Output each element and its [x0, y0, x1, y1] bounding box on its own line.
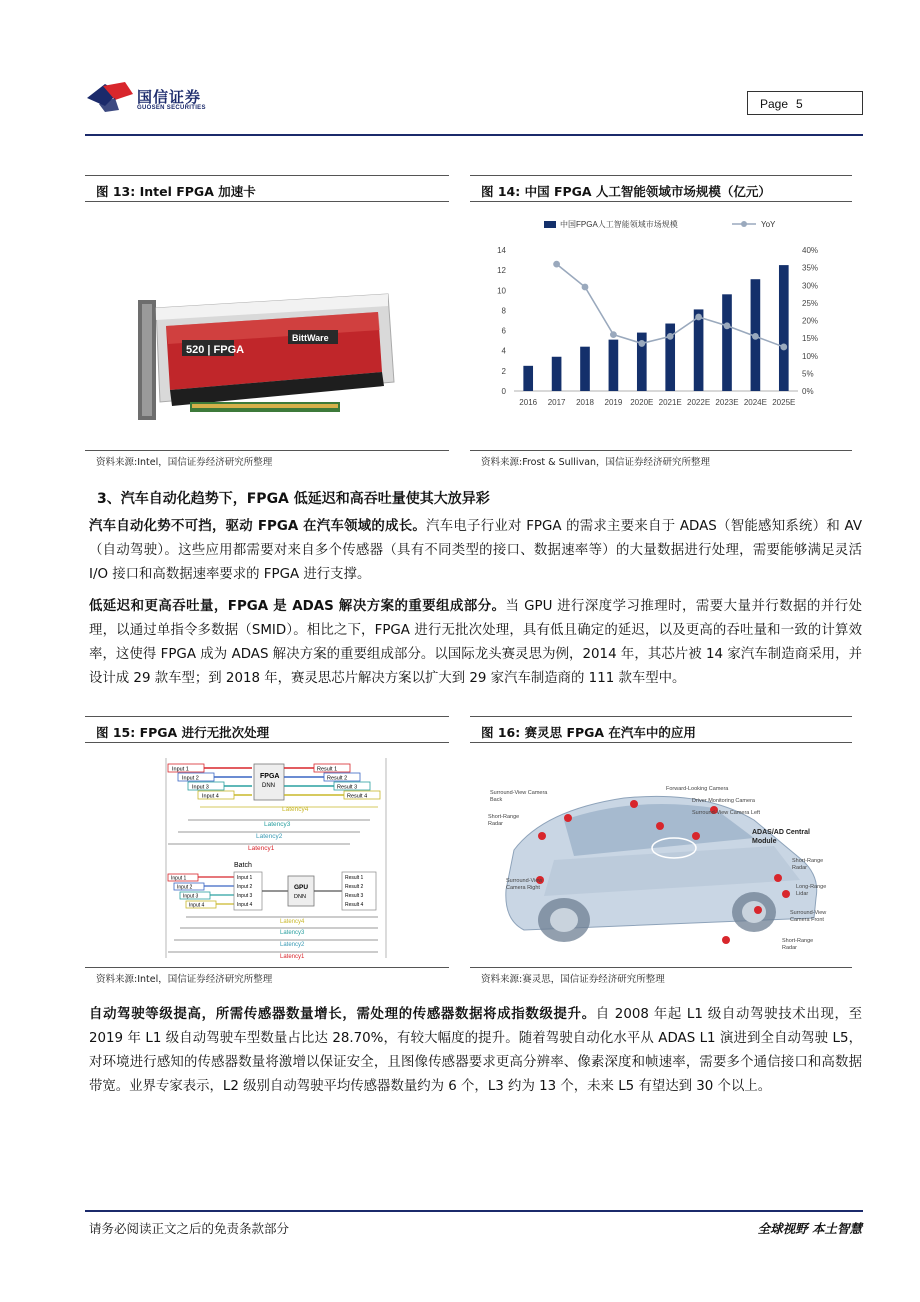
gpu-result-1: Result 1 [345, 875, 364, 881]
x-tick-label: 2023E [715, 398, 739, 407]
bar-2017 [552, 357, 562, 391]
fig13-source: 资料来源:Intel，国信证券经济研究所整理 [85, 450, 449, 464]
yoy-point [582, 284, 589, 291]
y-right-tick-label: 5% [802, 369, 814, 379]
card-label-right: BittWare [292, 333, 329, 343]
x-tick-label: 2021E [658, 398, 682, 407]
gpu-batch-input-4: Input 4 [237, 902, 253, 908]
fig14-chart [480, 210, 850, 440]
gpu-batch-input-2: Input 2 [237, 884, 253, 890]
fig13-fpga-card-image [130, 290, 420, 440]
fig15-title: 图 15: FPGA 进行无批次处理 [85, 716, 449, 743]
fpga-result-1: Result 1 [317, 766, 338, 773]
fpga-latency-3: Latency3 [264, 821, 291, 828]
label-driver-monitor: Driver Monitoring Camera [692, 798, 755, 804]
paragraph-1-lead: 汽车自动化势不可挡，驱动 FPGA 在汽车领域的成长。 [89, 519, 427, 534]
paragraph-1 [89, 515, 862, 587]
x-tick-label: 2017 [547, 398, 566, 407]
footer-slogan: 全球视野 本土智慧 [757, 1221, 862, 1236]
page-label: Page [760, 97, 789, 111]
yoy-point [752, 333, 759, 340]
gpu-input-4: Input 4 [189, 902, 205, 909]
x-tick-label: 2025E [772, 398, 796, 407]
y-right-tick-label: 10% [802, 351, 819, 361]
label-surround-back: Surround-View Camera Back [490, 790, 548, 803]
card-label-left: 520 | FPGA [186, 344, 245, 356]
legend-line-label: YoY [761, 220, 776, 229]
fpga-input-3: Input 3 [192, 784, 209, 791]
y-right-tick-label: 15% [802, 334, 819, 344]
company-logo [85, 80, 225, 120]
bar-2018 [580, 347, 590, 391]
yoy-point [610, 331, 617, 338]
bar-2019 [609, 340, 619, 391]
y-left-tick-label: 8 [501, 306, 506, 316]
paragraph-3-body: 自 2008 年起 L1 级自动驾驶技术出现，至 2019 年 L1 级自动驾驶车型数量占比达 28.70%，有较大幅度的提升。随着驾驶自动化水平从 ADAS L1 演进到全自动驾驶 L5，对环境进行感知的传感器数量将激增以保证安全，且图像传感器要求更高分辨率、像素深度和帧速率，需要多个通信接口和高数据带宽。业界专家表示，L2 级别自动驾驶平均传感器数量约为 6 个，L3 约为 13 个，未来 L5 有望达到 30 个以上。 [89, 1007, 863, 1094]
fig15-source: 资料来源:Intel，国信证券经济研究所整理 [85, 967, 449, 981]
paragraph-2-body: 当 GPU 进行深度学习推理时，需要大量并行数据的并行处理，以通过单指令多数据（SMID）。相比之下，FPGA 进行无批次处理，具有低且确定的延迟，以及更高的吞吐量和一致的计算效率，这使得 FPGA 成为 ADAS 解决方案的重要组成部分。以国际龙头赛灵思为例，2014 年，其芯片被 14 家汽车制造商采用，并设计成 29 款车型；到 2018 年，赛灵思芯片解决方案以扩大到 29 家汽车制造商的 111 款车型中。 [89, 599, 862, 686]
label-long-range-lidar: Long-Range Lidar [796, 884, 827, 897]
gpu-latency-2: Latency2 [280, 942, 305, 948]
x-tick-label: 2022E [687, 398, 711, 407]
yoy-point [780, 344, 787, 351]
y-left-tick-label: 4 [501, 346, 506, 356]
fpga-result-2: Result 2 [327, 775, 348, 782]
fpga-result-4: Result 4 [347, 793, 368, 800]
page-header [85, 80, 863, 136]
bar-2016 [523, 366, 533, 391]
footer-disclaimer: 请务必阅读正文之后的免责条款部分 [89, 1221, 290, 1236]
fig14-source: 资料来源:Frost & Sullivan，国信证券经济研究所整理 [470, 450, 852, 464]
fpga-input-1: Input 1 [172, 766, 189, 773]
label-short-range-front: Short-Range Radar [782, 938, 814, 951]
paragraph-3-lead: 自动驾驶等级提高，所需传感器数量增长，需处理的传感器数据将成指数级提升。 [89, 1007, 596, 1022]
y-left-tick-label: 2 [501, 366, 506, 376]
yoy-point [553, 261, 560, 268]
fig13-title: 图 13: Intel FPGA 加速卡 [85, 175, 449, 202]
guosen-logo-icon [85, 80, 135, 114]
x-tick-label: 2024E [743, 398, 767, 407]
yoy-point [724, 322, 731, 329]
gpu-latency-1: Latency1 [280, 954, 305, 960]
gpu-latency-4: Latency4 [280, 919, 305, 925]
gpu-batch-input-3: Input 3 [237, 893, 253, 899]
footer-divider [85, 1210, 863, 1212]
legend-bar-label: 中国FPGA人工智能领域市场规模 [560, 220, 678, 229]
paragraph-2-lead: 低延迟和更高吞吐量，FPGA 是 ADAS 解决方案的重要组成部分。 [89, 599, 506, 614]
fpga-latency-4: Latency4 [282, 806, 309, 813]
x-tick-label: 2016 [519, 398, 538, 407]
label-forward-camera: Forward-Looking Camera [666, 786, 729, 792]
gpu-input-3: Input 3 [183, 893, 199, 900]
label-surround-front: Surround-View Camera Front [790, 910, 827, 923]
y-left-tick-label: 10 [497, 286, 506, 296]
yoy-point [667, 333, 674, 340]
section-3-heading: 3、汽车自动化趋势下，FPGA 低延迟和高吞吐量使其大放异彩 [97, 491, 490, 507]
y-right-tick-label: 35% [802, 263, 819, 273]
y-right-tick-label: 25% [802, 298, 819, 308]
label-adas-module: ADAS/AD Central Module [752, 829, 810, 845]
x-tick-label: 2018 [576, 398, 594, 407]
y-left-tick-label: 6 [501, 326, 506, 336]
fpga-latency-2: Latency2 [256, 833, 283, 840]
fig14-title: 图 14: 中国 FPGA 人工智能领域市场规模（亿元） [470, 175, 852, 202]
gpu-dnn-label: DNN [294, 894, 306, 900]
label-short-range-left: Short-Range Radar [488, 814, 520, 827]
paragraph-2 [89, 595, 862, 691]
gpu-result-4: Result 4 [345, 902, 364, 908]
y-right-tick-label: 30% [802, 281, 819, 291]
fig16-callouts [470, 780, 852, 960]
fpga-input-4: Input 4 [202, 793, 219, 800]
gpu-box-label: GPU [294, 884, 309, 891]
market-size-chart [480, 210, 850, 440]
logo-english-name: GUOSEN SECURITIES [137, 105, 206, 111]
paragraph-3 [89, 1003, 862, 1099]
page-indicator [747, 91, 863, 115]
fpga-input-2: Input 2 [182, 775, 199, 782]
gpu-batch-input-1: Input 1 [237, 875, 253, 881]
fpga-result-3: Result 3 [337, 784, 358, 791]
legend-bar-swatch [544, 221, 556, 228]
fpga-box-label: FPGA [260, 773, 280, 780]
gpu-input-2: Input 2 [177, 884, 193, 891]
label-short-range-right: Short-Range Radar [792, 858, 824, 871]
y-left-tick-label: 0 [501, 387, 506, 396]
legend-line-marker [741, 221, 747, 227]
yoy-point [638, 340, 645, 347]
gpu-result-2: Result 2 [345, 884, 364, 890]
y-right-tick-label: 40% [802, 246, 819, 255]
page-number: 5 [796, 97, 803, 111]
logo-chinese-name: 国信证券 [137, 88, 202, 106]
y-right-tick-label: 20% [802, 316, 819, 326]
yoy-point [695, 314, 702, 321]
bar-2022E [694, 309, 704, 391]
y-left-tick-label: 12 [497, 266, 506, 276]
gpu-input-1: Input 1 [171, 875, 187, 882]
label-surround-left: Surround-View Camera Left [692, 810, 761, 816]
header-divider [85, 134, 863, 136]
label-surround-right: Surround-View Camera Right [506, 878, 543, 891]
batch-label: Batch [234, 862, 252, 869]
fpga-latency-1: Latency1 [248, 845, 275, 852]
paragraph-1-body: 汽车电子行业对 FPGA 的需求主要来自于 ADAS（智能感知系统）和 AV（自动驾驶）。这些应用都需要对来自多个传感器（具有不同类型的接口、数据速率等）的大量数据进行处理，需要能够满足灵活 I/O 接口和高数据速率要求的 FPGA 进行支撑。 [89, 519, 863, 582]
bar-2023E [722, 294, 732, 391]
fig16-title: 图 16: 赛灵思 FPGA 在汽车中的应用 [470, 716, 852, 743]
gpu-latency-3: Latency3 [280, 930, 305, 936]
bar-2025E [779, 265, 789, 391]
gpu-result-3: Result 3 [345, 893, 364, 899]
x-tick-label: 2019 [604, 398, 623, 407]
fpga-dnn-label: DNN [262, 783, 275, 789]
y-left-tick-label: 14 [497, 246, 506, 255]
fig15-diagram [160, 752, 392, 964]
x-tick-label: 2020E [630, 398, 654, 407]
y-right-tick-label: 0% [802, 387, 814, 396]
fig16-source: 资料来源:赛灵思，国信证券经济研究所整理 [470, 967, 852, 981]
